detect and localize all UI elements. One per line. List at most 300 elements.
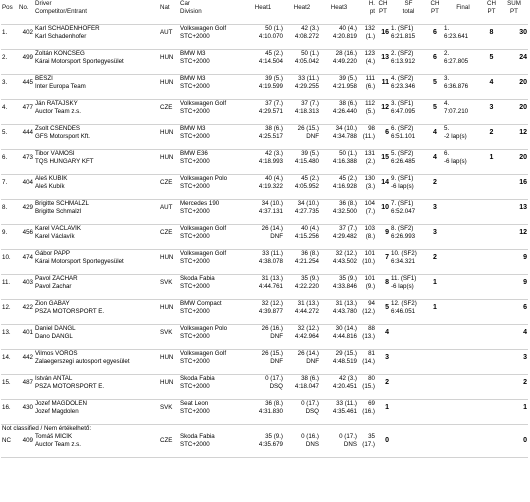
sum-points: 0 [523, 437, 527, 444]
driver-name: Aleš KUBÍK [35, 175, 68, 182]
sum-points: 4 [523, 329, 527, 336]
final-result [443, 375, 483, 384]
header-ch: CH [378, 0, 388, 7]
row-divider [1, 266, 528, 275]
semifinal-time: 6:26.993 [391, 233, 416, 240]
row-divider [1, 341, 528, 350]
final-time: 6:27.805 [444, 58, 469, 65]
row-divider [1, 316, 528, 325]
position: 5. [2, 129, 8, 136]
final-result: 3. [444, 75, 450, 82]
heat3-result: 40 (4.) [339, 25, 357, 32]
final-time [443, 383, 483, 391]
final-time: 7:07.210 [444, 108, 469, 115]
heat2-time: DSQ [305, 408, 319, 415]
sum-points: 20 [519, 154, 527, 161]
position: 9. [2, 229, 8, 236]
sum-points: 2 [523, 379, 527, 386]
nationality: HUN [160, 254, 174, 261]
driver-name: Pavol ZACHAR [35, 275, 78, 282]
driver-name: Zsolt CSENDES [35, 125, 81, 132]
heat3-time: 4:21.958 [332, 83, 357, 90]
semifinal-points [427, 400, 443, 417]
driver-name: Daniel DANGL [35, 325, 76, 332]
car-model: Seat Leon [180, 400, 209, 407]
championship-points: 10 [381, 204, 389, 211]
competitor-name: Auctor Team z.s. [35, 108, 81, 115]
competitor-name: Karl Schadenhofer [35, 33, 87, 40]
row-divider-line [1, 391, 528, 400]
heat-points: 101 [364, 250, 375, 257]
heat3-result: 0 (17.) [339, 433, 357, 440]
header-final: Final [456, 4, 470, 11]
heat3-result: 38 (6.) [339, 100, 357, 107]
car-model: Mercedes 190 [180, 200, 220, 207]
heat1-time: 4:19.322 [258, 183, 283, 190]
results-body [1, 25, 528, 458]
nationality: CZE [160, 104, 173, 111]
table-row [1, 350, 528, 359]
table-row [1, 375, 528, 384]
semifinal-time: 6:13.912 [391, 58, 416, 65]
driver-name: Karel VÁCLAVÍK [35, 225, 81, 232]
nationality: HUN [160, 304, 174, 311]
heat-points: 101 [364, 275, 375, 282]
semifinal-time [390, 358, 427, 366]
nationality: HUN [160, 129, 174, 136]
car-number: 401 [22, 329, 33, 336]
heat3-result: 36 (8.) [339, 200, 357, 207]
final-result [443, 175, 483, 184]
heat-points: 123 [364, 50, 375, 57]
heat-points: 81 [368, 350, 375, 357]
row-divider [1, 291, 528, 300]
car-number: 430 [22, 404, 33, 411]
table-row-detail [1, 133, 528, 141]
header-no: No. [19, 4, 29, 11]
table-row [1, 175, 528, 184]
car-division: STC+2000 [180, 283, 210, 290]
final-points: 3 [489, 104, 494, 111]
final-time [443, 358, 483, 366]
semifinal-points [427, 325, 443, 342]
semifinal-points: 1 [433, 279, 437, 286]
heat-rank: (2.) [365, 158, 375, 165]
table-row-detail [1, 408, 528, 416]
table-row [1, 325, 528, 334]
competitor-name: Kárai Motorsport Sportegyesület [35, 258, 124, 265]
row-divider-line [1, 116, 528, 125]
header-division: Division [180, 8, 202, 15]
heat-rank: (10.) [362, 258, 375, 265]
competitor-name: Inter Europa Team [35, 83, 86, 90]
championship-points: 14 [381, 179, 389, 186]
position: 14. [2, 354, 11, 361]
heat2-result: 50 (1.) [301, 50, 319, 57]
row-divider-line [1, 216, 528, 225]
final-result: 6. [444, 150, 450, 157]
header-heat3: Heat3 [330, 4, 348, 11]
car-number: 487 [22, 379, 33, 386]
heat2-result: 32 (12.) [297, 325, 319, 332]
nationality: CZE [160, 229, 173, 236]
heat2-time: 4:18.313 [294, 108, 319, 115]
position: 1. [2, 29, 8, 36]
championship-points: 15 [381, 154, 389, 161]
semifinal-time: 6:46.051 [391, 308, 416, 315]
row-divider-line [1, 366, 528, 375]
heat-rank: (5.) [365, 108, 375, 115]
nationality: SVK [160, 279, 173, 286]
heat2-time: 4:42.964 [294, 333, 319, 340]
position: 2. [2, 54, 8, 61]
final-time [443, 258, 483, 266]
semifinal-points: 2 [433, 254, 437, 261]
table-row-detail [1, 358, 528, 366]
competitor-name: Auctor Team z.s. [35, 441, 81, 448]
position: 3. [2, 79, 8, 86]
table-row [1, 50, 528, 59]
driver-name: István ANTAL [35, 375, 73, 382]
heat3-time: 4:35.461 [332, 408, 357, 415]
sum-points: 20 [519, 104, 527, 111]
heat-points: 98 [368, 125, 375, 132]
header-sf: SF [404, 0, 413, 7]
competitor-name: Aleš Kubík [35, 183, 65, 190]
row-divider-line [1, 141, 528, 150]
position: 12. [2, 304, 11, 311]
championship-points: 11 [381, 79, 389, 86]
sum-points: 24 [519, 54, 527, 61]
row-divider-line [1, 341, 528, 350]
final-result: 1. [444, 25, 450, 32]
row-divider [1, 449, 528, 458]
semifinal-result: 9. (SF1) [391, 175, 414, 182]
header-sf-total: total [402, 8, 415, 15]
table-row-detail [1, 258, 528, 266]
row-divider-line [1, 416, 528, 425]
sum-points: 12 [519, 129, 527, 136]
heat2-time: 4:08.272 [294, 33, 319, 40]
semifinal-time: 6:34.321 [391, 258, 416, 265]
heat-rank: (16.) [362, 408, 375, 415]
heat2-result: 34 (10.) [297, 200, 319, 207]
heat-rank: (3.) [365, 183, 375, 190]
header-sum: SUM [507, 0, 521, 7]
header-heat1: Heat1 [254, 4, 272, 11]
heat2-time: 4:29.255 [294, 83, 319, 90]
heat1-result: 33 (11.) [262, 250, 283, 257]
heat-points: 132 [364, 25, 375, 32]
car-division: STC+2000 [180, 441, 210, 448]
heat1-result: 40 (4.) [265, 175, 283, 182]
position: 16. [2, 404, 11, 411]
car-number: 429 [22, 204, 33, 211]
nationality: AUT [160, 204, 173, 211]
heat3-time: 4:44.816 [332, 333, 357, 340]
competitor-name: Jozef Magdolen [35, 408, 79, 415]
heat-rank: (15.) [362, 383, 375, 390]
nationality: SVK [160, 404, 173, 411]
car-division: STC+2000 [180, 333, 210, 340]
not-classified-row [1, 425, 528, 434]
heat2-result: 40 (4.) [301, 225, 319, 232]
championship-points: 7 [385, 254, 389, 261]
championship-points: 13 [381, 54, 389, 61]
car-division: STC+2000 [180, 233, 210, 240]
competitor-name: GFS Motorsport Kft. [35, 133, 91, 140]
table-row-detail [1, 208, 528, 216]
driver-name: Gábor PAPP [35, 250, 70, 257]
semifinal-result [390, 350, 427, 359]
heat1-time: 4:37.131 [258, 208, 283, 215]
row-divider [1, 116, 528, 125]
car-division: STC+2000 [180, 83, 210, 90]
table-row-detail [1, 158, 528, 166]
car-model: Volkswagen Polo [180, 175, 228, 182]
sum-points: 1 [523, 404, 527, 411]
nationality: HUN [160, 54, 174, 61]
final-result [443, 250, 483, 259]
row-divider-line [1, 266, 528, 275]
heat1-result: 26 (16.) [261, 325, 283, 332]
heat3-time: 4:43.502 [332, 258, 357, 265]
semifinal-points [427, 375, 443, 392]
final-time [443, 208, 483, 216]
header-driver: Driver [35, 0, 52, 7]
car-division: STC+2000 [180, 133, 210, 140]
header-heat2: Heat2 [293, 4, 311, 11]
row-divider [1, 391, 528, 400]
driver-name: Tomáš MIČÍK [35, 433, 73, 440]
final-points [483, 225, 500, 242]
heat-points: 112 [365, 100, 375, 107]
final-points [483, 375, 500, 392]
table-row-detail [1, 183, 528, 191]
car-model: Škoda Fabia [180, 375, 215, 382]
heat1-result: 50 (1.) [265, 25, 283, 32]
car-division: STC+2000 [180, 383, 210, 390]
position: 15. [2, 379, 11, 386]
heat2-result: 33 (11.) [298, 75, 319, 82]
table-row-detail [1, 283, 528, 291]
final-points [483, 250, 500, 267]
heat1-result: 36 (8.) [265, 400, 283, 407]
heat1-result: 26 (15.) [261, 350, 283, 357]
semifinal-time [390, 441, 427, 449]
table-row [1, 250, 528, 259]
semifinal-result: 7. (SF1) [391, 200, 414, 207]
table-row-detail [1, 233, 528, 241]
heat2-result: 37 (7.) [301, 100, 319, 107]
nationality: HUN [160, 154, 174, 161]
heat-points: 69 [368, 400, 375, 407]
table-row [1, 25, 528, 34]
competitor-name: Brigitte Schmalzl [35, 208, 82, 215]
row-divider [1, 91, 528, 100]
table-row [1, 150, 528, 159]
championship-points: 1 [385, 404, 389, 411]
row-divider [1, 366, 528, 375]
heat1-time: 4:25.517 [258, 133, 283, 140]
row-divider-line [1, 241, 528, 250]
heat-points: 131 [364, 150, 375, 157]
heat3-result: 50 (1.) [339, 150, 357, 157]
final-time: -2 lap(s) [444, 133, 467, 140]
table-row [1, 275, 528, 284]
sum-points: 9 [523, 254, 527, 261]
not-classified-label: Not classified / Nem értékelhető: [2, 425, 92, 432]
semifinal-time [390, 408, 427, 416]
heat-points: 111 [365, 75, 375, 82]
header-ch-pt: PT [379, 8, 387, 15]
semifinal-result: 8. (SF2) [391, 225, 414, 232]
heat3-time: 4:20.819 [332, 33, 357, 40]
sum-points: 9 [523, 279, 527, 286]
heat3-result: 39 (5.) [339, 75, 357, 82]
sum-points: 16 [519, 179, 527, 186]
sum-points: 12 [519, 229, 527, 236]
car-number: 402 [22, 29, 33, 36]
heat2-result: 42 (3.) [301, 25, 319, 32]
semifinal-result: 11. (SF1) [391, 275, 417, 282]
heat3-time: 4:16.388 [332, 158, 357, 165]
final-time [443, 408, 483, 416]
position: 6. [2, 154, 8, 161]
final-points: 8 [489, 29, 494, 36]
heat3-time: 4:26.440 [332, 108, 357, 115]
heat3-result: 28 (16.) [335, 50, 357, 57]
table-row [1, 125, 528, 134]
semifinal-points: 3 [433, 229, 437, 236]
table-row [1, 200, 528, 209]
heat1-time: 4:18.993 [258, 158, 283, 165]
table-row-detail [1, 83, 528, 91]
semifinal-time: 6:23.346 [391, 83, 416, 90]
final-points [483, 350, 500, 367]
competitor-name: PSZA MOTORSPORT E. [35, 308, 105, 315]
final-time [443, 308, 483, 316]
driver-name: Jozef MAGDOLEN [35, 400, 87, 407]
semifinal-result [390, 325, 427, 334]
car-model: BMW M3 [180, 125, 206, 132]
car-number: 477 [22, 104, 33, 111]
car-division: STC+2000 [180, 108, 210, 115]
heat-rank: (7.) [365, 208, 375, 215]
final-time [443, 441, 483, 449]
car-model: Škoda Fabia [180, 433, 215, 440]
row-divider-line [1, 291, 528, 300]
heat1-result: 42 (3.) [265, 150, 283, 157]
table-row [1, 75, 528, 84]
heat-rank: (4.) [365, 58, 375, 65]
heat3-result: 42 (3.) [339, 375, 357, 382]
heat2-time: 4:18.047 [294, 383, 319, 390]
car-number: 442 [22, 354, 33, 361]
results-table [1, 0, 528, 458]
car-number: 404 [22, 179, 33, 186]
row-divider [1, 241, 528, 250]
heat-rank: (14.) [362, 358, 375, 365]
heat3-time: DNS [343, 441, 357, 448]
table-row-detail [1, 33, 528, 41]
heat1-result: 39 (5.) [265, 75, 283, 82]
heat2-time: DNF [306, 358, 319, 365]
semifinal-points: 4 [433, 129, 437, 136]
row-divider [1, 141, 528, 150]
car-number: 474 [22, 254, 33, 261]
final-points: 4 [489, 79, 494, 86]
semifinal-points: 4 [433, 154, 437, 161]
competitor-name: Kárai Motorsport Sportegyesület [35, 58, 124, 65]
heat3-time: 4:20.451 [332, 383, 357, 390]
semifinal-points: 5 [433, 79, 437, 86]
heat1-time: 4:39.877 [258, 308, 283, 315]
heat2-time: DNS [305, 441, 319, 448]
heat-rank: (11.) [362, 133, 375, 140]
car-number: 473 [22, 154, 33, 161]
row-divider [1, 191, 528, 200]
semifinal-result: 6. (SF2) [391, 125, 414, 132]
semifinal-points [427, 350, 443, 367]
car-model: BMW M3 [180, 75, 206, 82]
semifinal-time [390, 333, 427, 341]
championship-points: 5 [385, 304, 389, 311]
heat-rank: (8.) [365, 233, 375, 240]
sum-points: 3 [523, 354, 527, 361]
car-model: Volkswagen Golf [180, 250, 227, 257]
championship-points: 2 [385, 379, 389, 386]
final-result [443, 433, 483, 441]
row-divider [1, 216, 528, 225]
final-time: 6:23.641 [444, 33, 469, 40]
final-points [483, 325, 500, 342]
row-divider-line [1, 41, 528, 50]
car-model: Škoda Fabia [180, 275, 215, 282]
semifinal-points: 3 [433, 204, 437, 211]
heat1-time: DNF [270, 358, 283, 365]
car-model: BMW E36 [180, 150, 208, 157]
header-h: H. [368, 0, 375, 7]
semifinal-result: 12. (SF2) [391, 300, 417, 307]
heat3-time: 4:29.482 [332, 233, 357, 240]
semifinal-points: 1 [433, 304, 437, 311]
nationality: HUN [160, 379, 174, 386]
semifinal-points [427, 433, 443, 449]
table-row [1, 300, 528, 309]
table-row-detail [1, 333, 528, 341]
nationality: HUN [160, 354, 174, 361]
heat-points: 104 [364, 200, 375, 207]
semifinal-time: 6:21.815 [391, 33, 416, 40]
final-points: 2 [489, 129, 494, 136]
semifinal-time: 6:47.095 [391, 108, 416, 115]
car-model: Volkswagen Golf [180, 225, 227, 232]
heat-rank: (13.) [362, 333, 375, 340]
nationality: HUN [160, 79, 174, 86]
header-ch3: CH [487, 0, 496, 7]
heat-rank: (1.) [365, 33, 375, 40]
heat2-time: 4:22.220 [294, 283, 319, 290]
heat2-result: 0 (16.) [301, 433, 319, 440]
final-points: 5 [489, 54, 494, 61]
car-number: 499 [22, 54, 33, 61]
final-result [443, 275, 483, 284]
heat-rank: (9.) [365, 283, 375, 290]
heat1-time: DSQ [269, 383, 283, 390]
position: 13. [2, 329, 11, 336]
row-divider-line [1, 66, 528, 75]
